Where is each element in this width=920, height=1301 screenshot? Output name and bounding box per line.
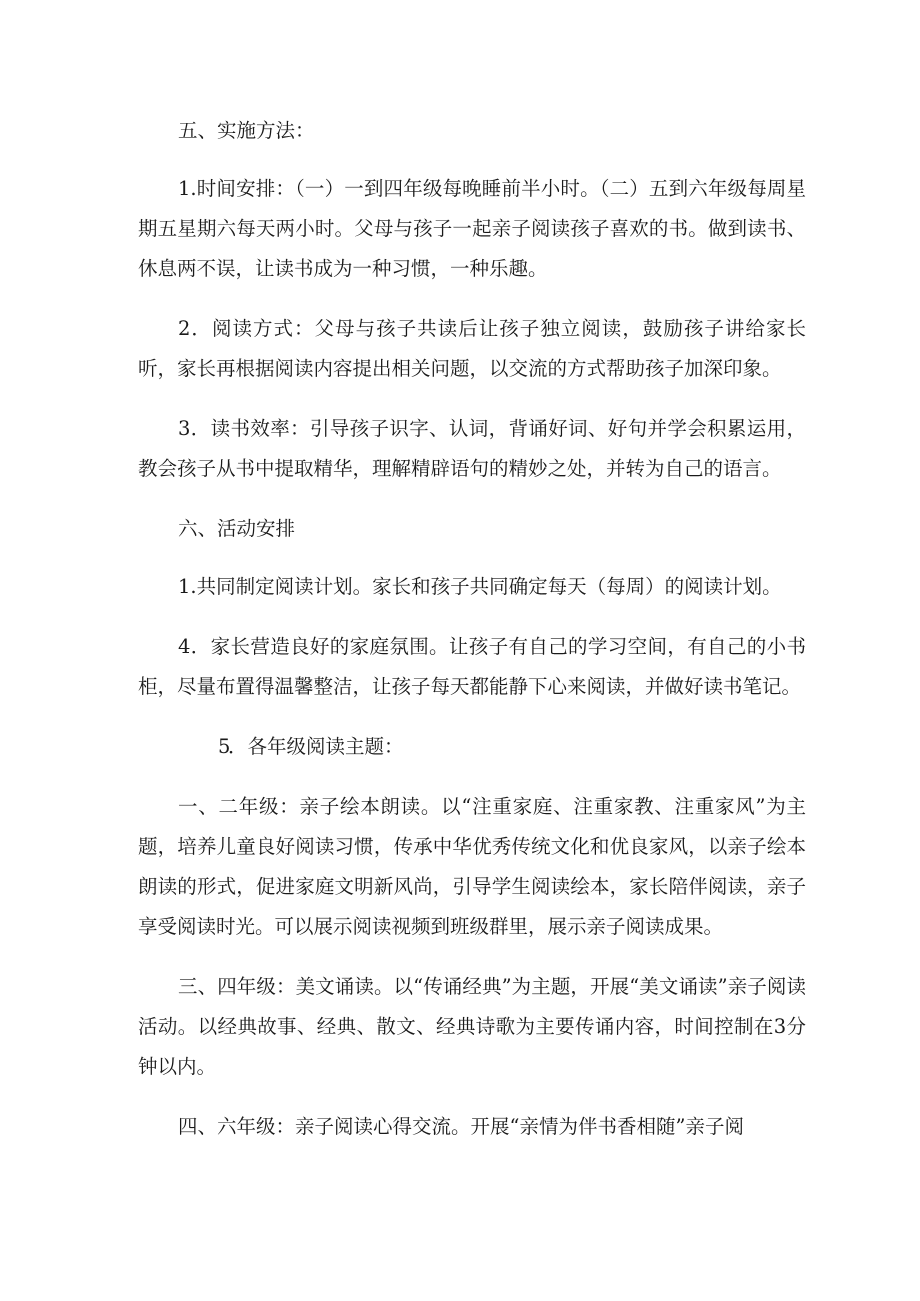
document-page [138, 111, 806, 1167]
item-text: ．各年级阅读主题： [228, 735, 404, 758]
item-number: 5 [218, 735, 231, 758]
paragraph-grade-6: 四、六年级：亲子阅读心得交流。开展“亲情为伴书香相随”亲子阅 [178, 1115, 744, 1138]
paragraph-grade-3-4: 三、四年级：美文诵读。以“传诵经典”为主题，开展“美文诵读”亲子阅读活动。以经典故事、经典、散文、经典诗歌为主要传诵内容，时间控制在3分钟以内。 [138, 975, 806, 1078]
section-heading-implementation: 五、实施方法： [178, 119, 315, 142]
paragraph-time-arrangement: 1.时间安排：（一）一到四年级每晚睡前半小时。（二）五到六年级每周星期五星期六每天两小时。父母与孩子一起亲子阅读孩子喜欢的书。做到读书、休息两不误，让读书成为一种习惯，一种乐趣。 [138, 177, 806, 280]
section-heading-activities: 六、活动安排 [178, 517, 296, 540]
paragraph-grade-themes [138, 727, 806, 767]
paragraph-family-atmosphere: 4．家长营造良好的家庭氛围。让孩子有自己的学习空间，有自己的小书柜，尽量布置得温馨整洁，让孩子每天都能静下心来阅读，并做好读书笔记。 [138, 635, 806, 698]
paragraph-reading-efficiency: 3．读书效率：引导孩子识字、认词，背诵好词、好句并学会积累运用，教会孩子从书中提取精华，理解精辟语句的精妙之处，并转为自己的语言。 [138, 417, 806, 480]
paragraph-grade-1-2: 一、二年级：亲子绘本朗读。以“注重家庭、注重家教、注重家风”为主题，培养儿童良好阅读习惯，传承中华优秀传统文化和优良家风，以亲子绘本朗读的形式，促进家庭文明新风尚，引导学生阅读绘本，家长陪伴阅读，亲子享受阅读时光。可以展示阅读视频到班级群里，展示亲子阅读成果。 [138, 795, 806, 938]
paragraph-reading-method: 2．阅读方式：父母与孩子共读后让孩子独立阅读，鼓励孩子讲给家长听，家长再根据阅读内容提出相关问题，以交流的方式帮助孩子加深印象。 [138, 317, 806, 380]
paragraph-reading-plan: 1.共同制定阅读计划。家长和孩子共同确定每天（每周）的阅读计划。 [178, 575, 782, 598]
